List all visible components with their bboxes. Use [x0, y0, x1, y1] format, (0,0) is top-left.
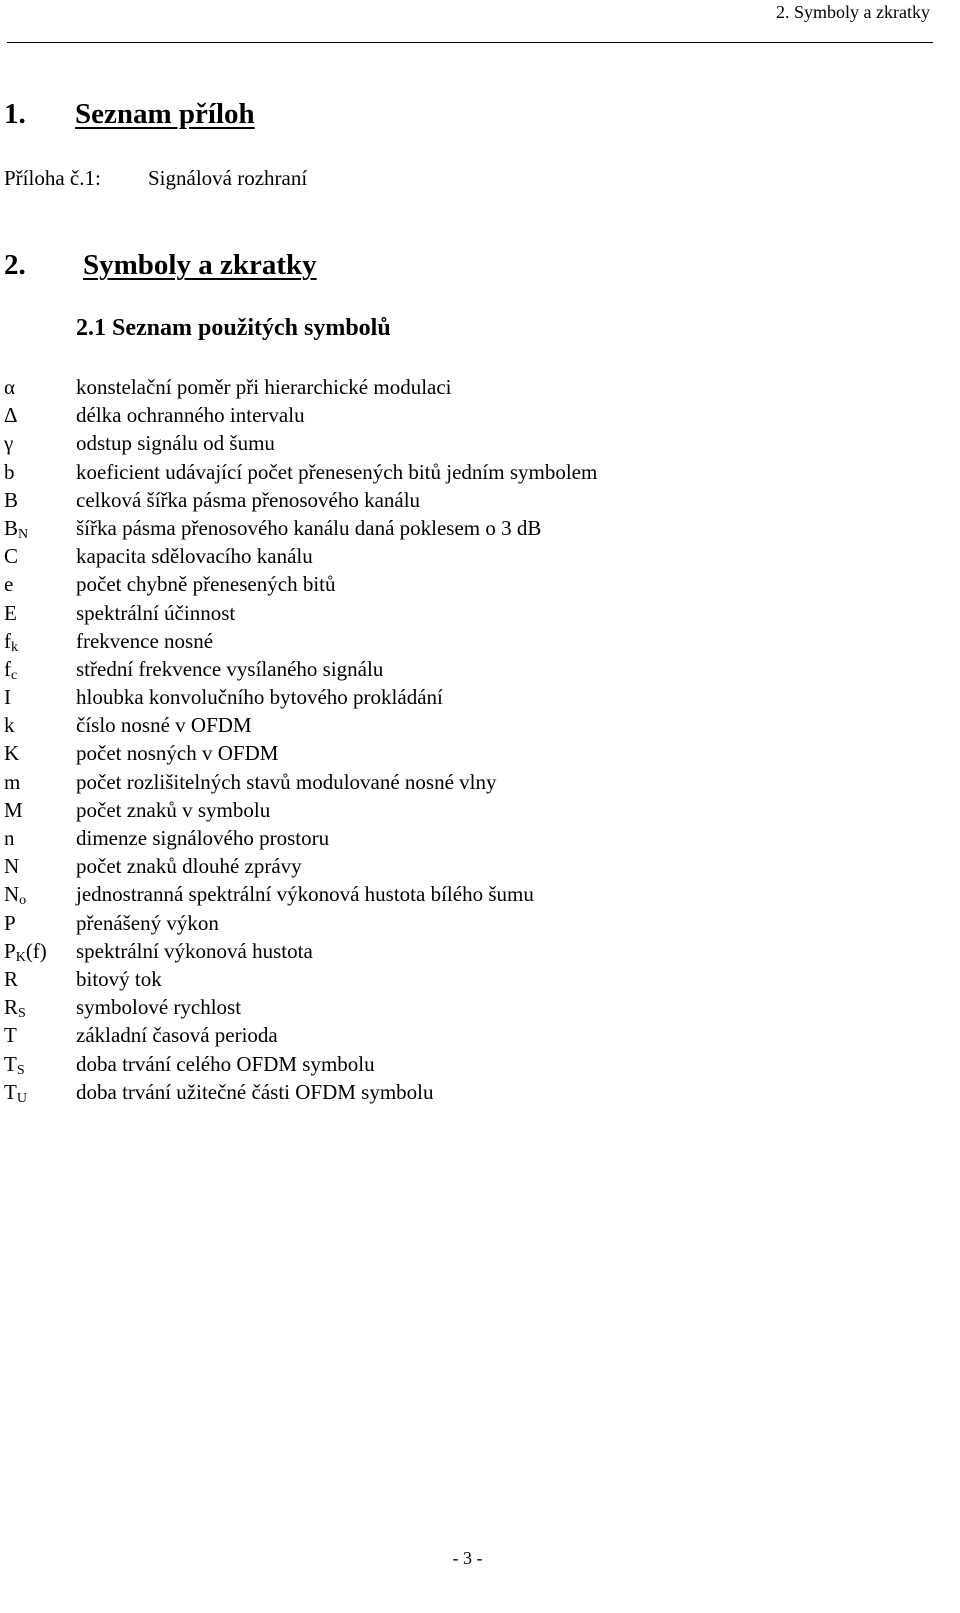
symbol-row [4, 993, 904, 1021]
symbol-row [4, 1050, 904, 1078]
symbol-term [4, 880, 76, 908]
attachment-label: Příloha č.1: [4, 166, 101, 190]
section-number: 1. [4, 98, 26, 130]
symbol-description: konstelační poměr při hierarchické modulaci [76, 375, 452, 399]
symbol-term [4, 852, 76, 880]
symbol-description: bitový tok [76, 966, 162, 991]
symbol-row [4, 514, 904, 542]
symbol-base: P [4, 938, 16, 963]
symbol-description: počet chybně přenesených bitů [76, 572, 336, 597]
symbol-base: B [4, 515, 19, 540]
symbol-base: P [4, 910, 16, 935]
page-number: - 3 - [452, 1548, 483, 1568]
symbol-description: počet rozlišitelných stavů modulované nosné vlny [76, 769, 497, 794]
symbol-row [4, 796, 904, 824]
symbol-row [4, 570, 904, 598]
symbol-term [4, 937, 76, 965]
section-heading-attachments [4, 98, 255, 131]
symbol-base: E [4, 600, 17, 625]
symbol-row [4, 683, 904, 711]
symbol-description: symbolové rychlost [76, 995, 242, 1020]
symbol-base: M [4, 797, 23, 822]
symbol-base: I [4, 685, 11, 710]
symbol-base: T [4, 1051, 17, 1076]
symbol-row [4, 429, 904, 457]
attachment-title: Signálová rozhraní [148, 166, 308, 190]
symbol-base: b [4, 459, 15, 484]
symbol-term [4, 1050, 76, 1078]
symbol-row [4, 880, 904, 908]
symbol-description: spektrální výkonová hustota [76, 938, 313, 963]
symbol-row [4, 486, 904, 514]
symbol-suffix: (f) [25, 938, 47, 963]
symbol-row [4, 937, 904, 965]
symbol-subscript: c [11, 667, 18, 683]
symbol-row [4, 1021, 904, 1049]
symbol-base: R [4, 966, 19, 991]
symbol-term [4, 373, 76, 401]
header-rule [7, 42, 933, 43]
symbol-base: f [4, 628, 11, 653]
symbol-description: kapacita sdělovacího kanálu [76, 544, 313, 569]
symbol-subscript: U [16, 1090, 27, 1106]
symbol-term [4, 401, 76, 429]
symbol-description: koeficient udávající počet přenesených bitů jedním symbolem [76, 459, 598, 484]
symbol-base: n [4, 826, 15, 850]
section-title: Symboly a zkratky [83, 249, 317, 281]
symbol-base: N [4, 882, 20, 907]
symbol-term [4, 570, 76, 598]
symbol-base: f [4, 656, 11, 681]
symbol-term [4, 683, 76, 711]
symbol-description: délka ochranného intervalu [76, 403, 305, 428]
symbol-description: doba trvání celého OFDM symbolu [76, 1051, 375, 1076]
symbol-base: α [4, 375, 16, 399]
symbol-description: celková šířka pásma přenosového kanálu [76, 487, 421, 512]
symbol-base: T [4, 1023, 17, 1048]
attachment-entry [4, 165, 307, 191]
symbol-subscript: o [19, 893, 27, 909]
symbol-term [4, 486, 76, 514]
symbol-subscript: S [18, 1006, 26, 1022]
section-title: Seznam příloh [75, 98, 255, 130]
symbol-subscript: S [16, 1062, 25, 1078]
symbol-description: šířka pásma přenosového kanálu daná poklesem o 3 dB [76, 515, 542, 540]
symbol-description: spektrální účinnost [76, 600, 236, 625]
symbol-term [4, 739, 76, 767]
symbol-term [4, 993, 76, 1021]
symbol-subscript: K [15, 949, 26, 965]
symbol-base: R [4, 995, 19, 1020]
symbol-list [4, 373, 904, 1106]
symbol-base: N [4, 854, 20, 879]
symbol-term [4, 599, 76, 627]
symbol-subscript: k [11, 639, 18, 655]
symbol-term [4, 768, 76, 796]
section-heading-symbols [4, 249, 317, 282]
symbol-row [4, 627, 904, 655]
symbol-description: počet znaků v symbolu [76, 797, 271, 822]
section-number: 2. [4, 249, 26, 281]
symbol-row [4, 965, 904, 993]
symbol-term [4, 909, 76, 937]
symbol-description: počet nosných v OFDM [76, 741, 279, 766]
symbol-term [4, 1021, 76, 1049]
symbol-term [4, 458, 76, 486]
symbol-description: odstup signálu od šumu [76, 431, 275, 456]
symbol-description: střední frekvence vysílaného signálu [76, 656, 384, 681]
symbol-base: T [4, 1079, 17, 1104]
symbol-base: C [4, 544, 19, 569]
symbol-base: e [4, 572, 14, 597]
symbol-term [4, 627, 76, 655]
symbol-subscript: N [18, 526, 29, 542]
symbol-base: m [4, 769, 21, 794]
symbol-description: počet znaků dlouhé zprávy [76, 854, 302, 879]
symbol-row [4, 401, 904, 429]
symbol-description: jednostranná spektrální výkonová hustota bílého šumu [76, 882, 534, 907]
symbol-base: γ [4, 431, 14, 456]
symbol-description: přenášený výkon [76, 910, 219, 935]
symbol-term [4, 514, 76, 542]
symbol-term [4, 655, 76, 683]
symbol-term [4, 965, 76, 993]
symbol-base: B [4, 487, 19, 512]
symbol-row [4, 542, 904, 570]
symbol-term [4, 796, 76, 824]
running-header: 2. Symboly a zkratky [776, 2, 930, 22]
symbol-row [4, 655, 904, 683]
symbol-term [4, 542, 76, 570]
symbol-row [4, 458, 904, 486]
symbol-base: Δ [4, 403, 18, 428]
symbol-term [4, 1078, 76, 1106]
symbol-description: základní časová perioda [76, 1023, 278, 1048]
symbol-term [4, 711, 76, 739]
symbol-base: K [4, 741, 20, 766]
symbol-row [4, 852, 904, 880]
symbol-base: k [4, 713, 15, 738]
symbol-term [4, 824, 76, 852]
symbol-description: dimenze signálového prostoru [76, 826, 330, 850]
symbol-row [4, 599, 904, 627]
symbol-row [4, 711, 904, 739]
symbol-row [4, 909, 904, 937]
symbol-row [4, 373, 904, 401]
symbol-row [4, 1078, 904, 1106]
symbol-description: hloubka konvolučního bytového prokládání [76, 685, 443, 710]
symbol-row [4, 824, 904, 852]
symbol-description: číslo nosné v OFDM [76, 713, 252, 738]
symbol-description: doba trvání užitečné části OFDM symbolu [76, 1079, 434, 1104]
symbol-term [4, 429, 76, 457]
symbol-row [4, 768, 904, 796]
symbol-description: frekvence nosné [76, 628, 214, 653]
subsection-heading: 2.1 Seznam použitých symbolů [76, 315, 391, 341]
symbol-row [4, 739, 904, 767]
